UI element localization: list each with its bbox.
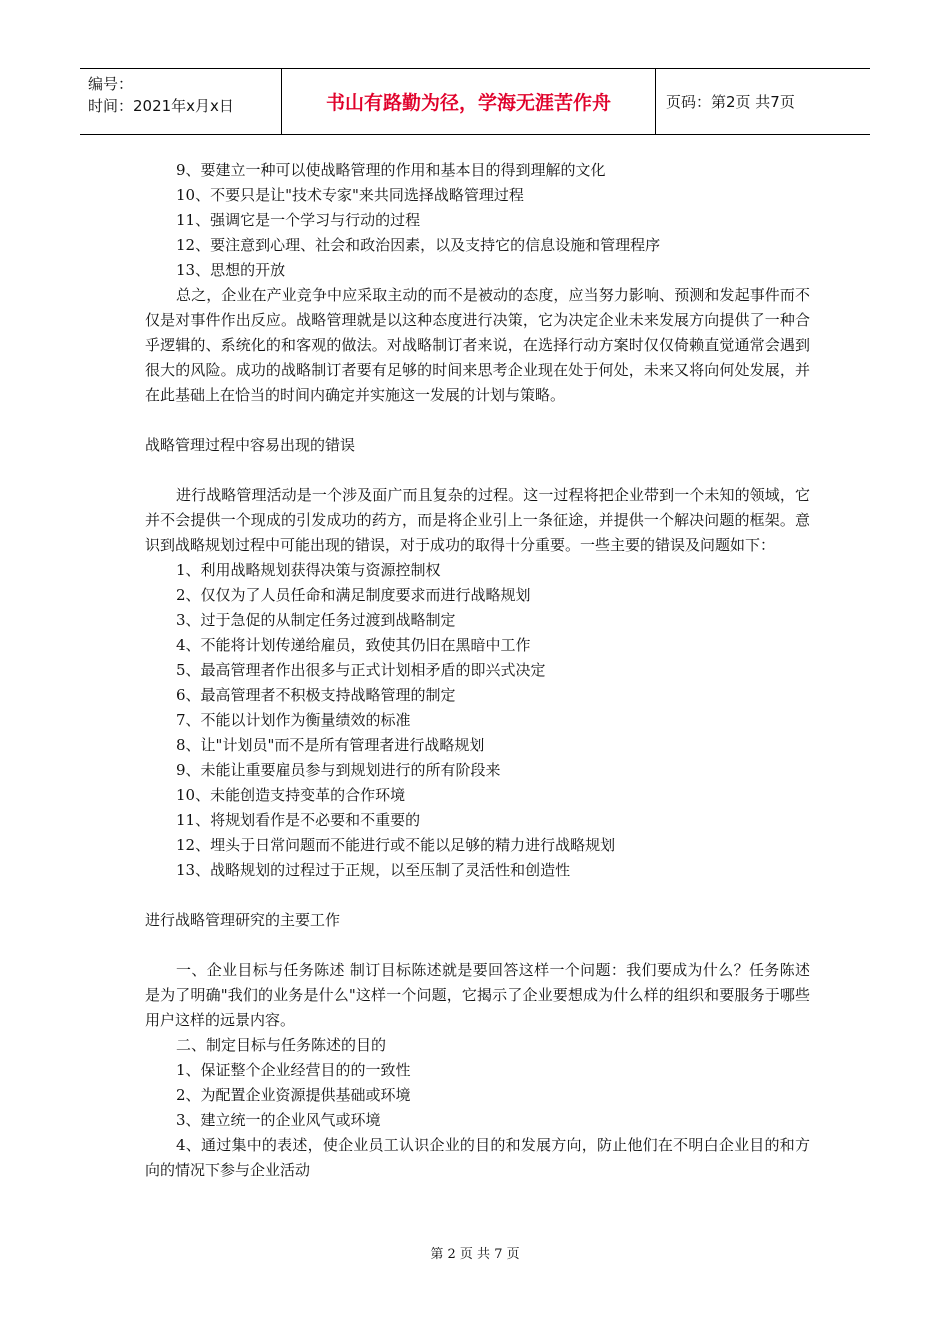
list-item: 7、不能以计划作为衡量绩效的标准 [176,711,411,729]
header-page-code: 页码：第2页 共7页 [666,93,795,111]
list-item: 13、战略规划的过程过于正规，以至压制了灵活性和创造性 [176,861,571,879]
page-header [80,68,870,135]
list-item: 10、不要只是让"技术专家"来共同选择战略管理过程 [176,186,524,204]
list-item: 5、最高管理者作出很多与正式计划相矛盾的即兴式决定 [176,661,546,679]
list-item: 1、利用战略规划获得决策与资源控制权 [176,561,441,579]
section-heading-main-work: 进行战略管理研究的主要工作 [145,911,341,929]
list-item: 12、要注意到心理、社会和政治因素，以及支持它的信息设施和管理程序 [176,236,661,254]
list-item: 3、建立统一的企业风气或环境 [176,1111,381,1129]
list-item: 9、要建立一种可以使战略管理的作用和基本目的得到理解的文化 [176,161,606,179]
list-item: 10、未能创造支持变革的合作环境 [176,786,406,804]
list-item: 2、为配置企业资源提供基础或环境 [176,1086,411,1104]
number-label: 编号： [88,75,134,93]
summary-paragraph: 总之，企业在产业竞争中应采取主动的而不是被动的态度，应当努力影响、预测和发起事件而不仅是对事件作出反应。战略管理就是以这种态度进行决策，它为决定企业未来发展方向提供了一种合乎逻辑的、系统化的和客观的做法。对战略制订者来说，在选择行动方案时仅仅倚赖直觉通常会遇到很大的风险。成功的战略制订者要有足够的时间来思考企业现在处于何处，未来又将向何处发展，并在此基础上在恰当的时间内确定并实施这一发展的计划与策略。 [145,286,810,404]
list-item: 12、埋头于日常问题而不能进行或不能以足够的精力进行战略规划 [176,836,616,854]
list-item: 9、未能让重要雇员参与到规划进行的所有阶段来 [176,761,501,779]
list-item: 13、思想的开放 [176,261,286,279]
page-footer: 第 2 页 共 7 页 [430,1247,520,1262]
date-label: 时间：2021年x月x日 [88,97,234,115]
final-paragraph: 4、通过集中的表述，使企业员工认识企业的目的和发展方向，防止他们在不明白企业目的和方向的情况下参与企业活动 [145,1136,810,1179]
document-body [145,158,810,1183]
list-item: 2、仅仅为了人员任命和满足制度要求而进行战略规划 [176,586,531,604]
list-item: 6、最高管理者不积极支持战略管理的制定 [176,686,456,704]
list-item: 8、让"计划员"而不是所有管理者进行战略规划 [176,736,485,754]
main-work-paragraph: 一、企业目标与任务陈述 制订目标陈述就是要回答这样一个问题：我们要成为什么？任务陈述是为了明确"我们的业务是什么"这样一个问题，它揭示了企业要想成为什么样的组织和要服务于哪些用户这样的远景内容。 [145,961,810,1029]
errors-intro-paragraph: 进行战略管理活动是一个涉及面广而且复杂的过程。这一过程将把企业带到一个未知的领域，它并不会提供一个现成的引发成功的药方，而是将企业引上一条征途，并提供一个解决问题的框架。意识到战略规划过程中可能出现的错误，对于成功的取得十分重要。一些主要的错误及问题如下： [145,486,810,554]
list-item: 4、不能将计划传递给雇员，致使其仍旧在黑暗中工作 [176,636,531,654]
list-item: 3、过于急促的从制定任务过渡到战略制定 [176,611,456,629]
header-meta [80,69,282,134]
list-title: 二、制定目标与任务陈述的目的 [176,1036,387,1054]
list-item: 11、将规划看作是不必要和不重要的 [176,811,421,829]
header-motto: 书山有路勤为径，学海无涯苦作舟 [282,69,656,134]
list-item: 11、强调它是一个学习与行动的过程 [176,211,421,229]
list-item: 1、保证整个企业经营目的的一致性 [176,1061,411,1079]
section-heading-errors: 战略管理过程中容易出现的错误 [145,436,356,454]
